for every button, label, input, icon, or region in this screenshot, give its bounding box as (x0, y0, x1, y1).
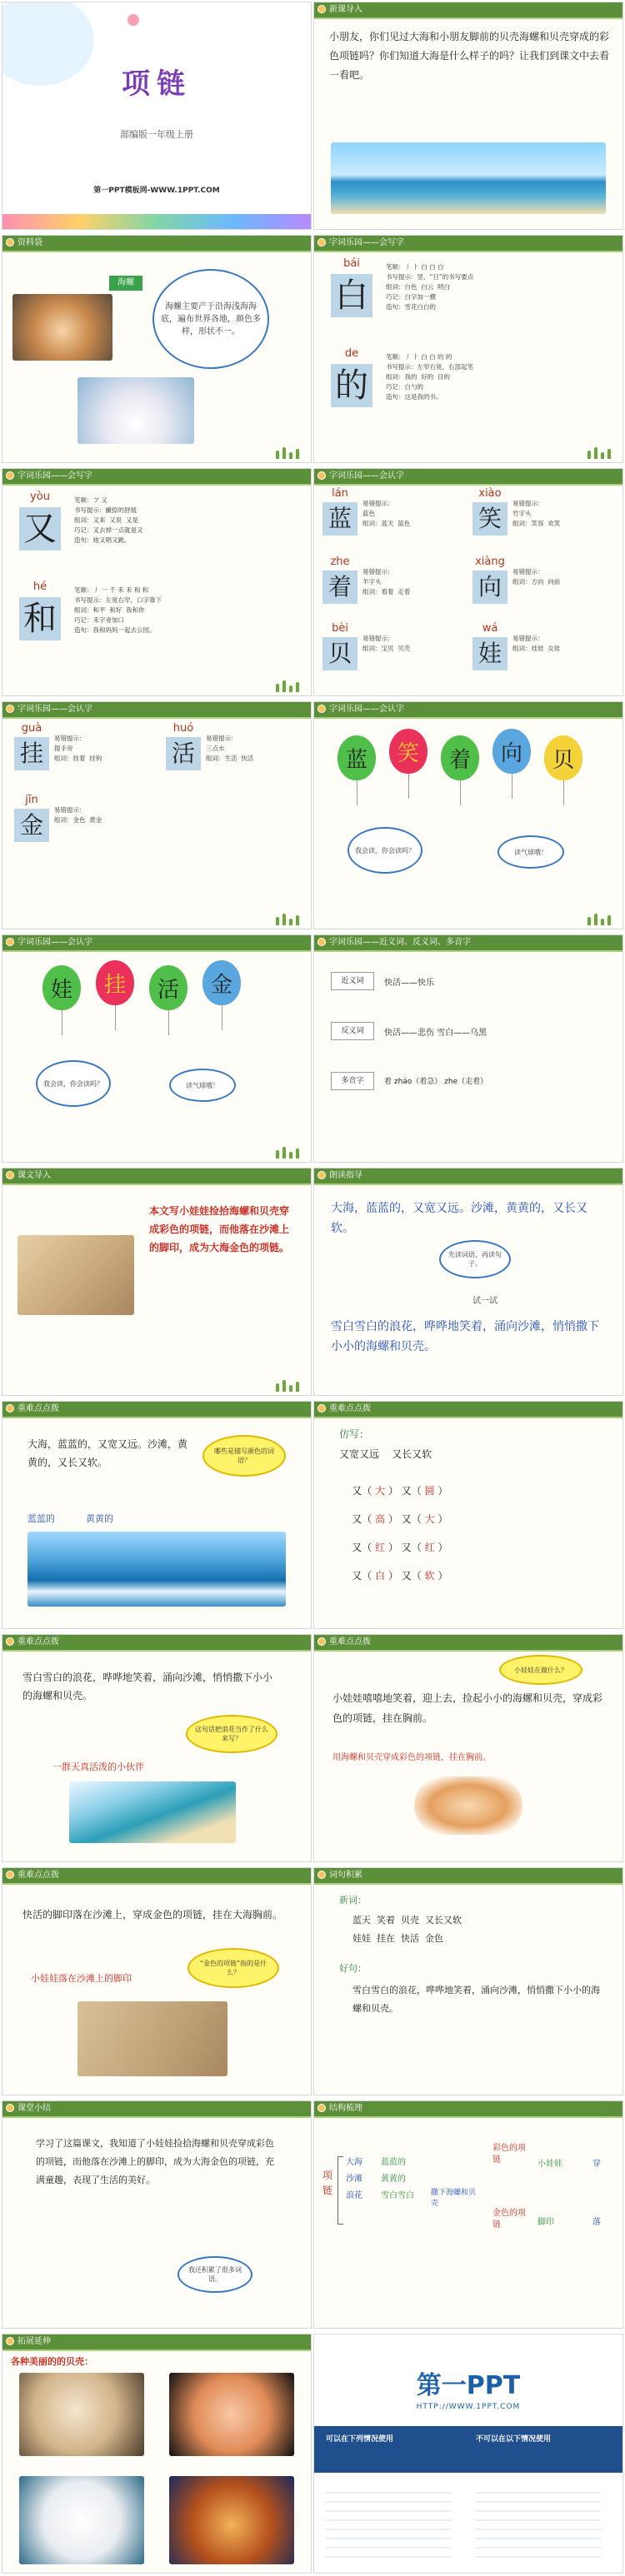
imitate-examples: 又宽又远 又长又软 (339, 1448, 432, 1460)
note-bei: 易错提示： 组词：宝贝 贝壳 (362, 635, 411, 652)
shell-photo-2 (169, 2373, 294, 2456)
grass-decor (272, 914, 306, 925)
imitate-row: 又（ 高 ） 又（ 大 ） (352, 1513, 448, 1525)
note-wa: 易错提示： 组词：娃娃 女娃 (512, 635, 561, 652)
flower-icon (318, 2104, 326, 2112)
extend-head: 各种美丽的的贝壳： (11, 2356, 93, 2367)
imitate-row: 又（ 大 ） 又（ 圆 ） (352, 1485, 448, 1497)
slide-balloons-2 (2, 934, 312, 1163)
slide-header (2, 702, 311, 719)
slide-header (2, 469, 311, 486)
note-jin: 易错提示： 组词：金色 黄金 (54, 806, 102, 824)
note-you: 笔顺：フ 又 书写提示：撇捺的舒展 组词：又来 又说 又是 巧记：叉去掉一点就是又 造句：她又唱又跳。 (74, 496, 143, 544)
structure-col3: 撒下海螺和贝壳 (431, 2189, 477, 2208)
pinyin-bai: bái (343, 257, 360, 270)
flower-icon (318, 1637, 326, 1646)
key2-answer: 一群天真活泼的小伙伴 (52, 1761, 144, 1772)
grass-decor (272, 1380, 306, 1392)
slide-tag: 重难点点拨 (329, 1637, 371, 1647)
key2-text: 雪白雪白的浪花，哗哗地笑着，涌向沙滩，悄悄撒下小小的海螺和贝壳。 (22, 1672, 273, 1702)
cover-decor-petal (128, 14, 139, 26)
key1-bubble: 哪些是描写颜色的词语？ (202, 1435, 286, 1477)
word-value: 快活——快乐 (384, 979, 434, 988)
info-label: 海螺 (109, 276, 142, 291)
slide-tag: 拓展延伸 (18, 2337, 51, 2346)
flower-icon (318, 705, 326, 713)
slide-header (2, 935, 311, 952)
flower-icon (6, 938, 14, 946)
try-label: 试一试 (472, 1297, 498, 1306)
slide-tag: 重难点点拨 (18, 1404, 59, 1413)
structure-bracket (338, 2156, 343, 2225)
flower-icon (318, 471, 326, 480)
note-gua: 易错提示： 提手旁 组词：挂着 挂钩 (54, 735, 102, 762)
key3-text: 小娃娃嘻嘻地笑着，迎上去，捡起小小的海螺和贝壳，穿成彩色的项链，挂在胸前。 (332, 1692, 603, 1724)
slide-header (2, 1635, 311, 1652)
slide-tag: 重难点点拨 (18, 1871, 59, 1880)
structure-col6b: 落 (592, 2218, 601, 2227)
slide-header (2, 1168, 311, 1185)
slide-tag: 字词乐园——会写字 (18, 471, 92, 481)
shell-photo (78, 377, 194, 444)
accumulate-sentence: 雪白雪白的浪花，哗哗地笑着，涌向沙滩，悄悄撒下小小的海螺和贝壳。 (352, 1985, 600, 2014)
word-value: 快活——悲伤 雪白——乌黑 (384, 1029, 488, 1038)
char-wa: 娃 (472, 637, 508, 670)
flower-icon (318, 5, 326, 13)
key1-answer-2: 黄黄的 (86, 1513, 113, 1524)
char-jin: 金 (14, 809, 49, 842)
word-label: 多音字 (331, 1072, 374, 1090)
slide-reading (313, 1168, 623, 1396)
slide-header (314, 1635, 622, 1652)
pinyin-xiang: xiàng (475, 556, 505, 568)
slide-write-2 (2, 468, 312, 696)
slide-header (314, 1168, 622, 1185)
slide-header (314, 236, 622, 252)
slide-key-2 (2, 1634, 312, 1862)
slide-tag: 课文导入 (18, 1171, 51, 1180)
pinyin-xiao: xiào (478, 487, 502, 500)
flower-icon (6, 1404, 14, 1413)
brand-url: HTTP://WWW.1PPT.COM (416, 2403, 521, 2411)
char-he: 和 (19, 597, 61, 640)
structure-col4b: 金色的项链 (492, 2209, 526, 2230)
structure-col5b: 脚印 (538, 2218, 554, 2227)
slide-key-4 (2, 1867, 312, 2095)
structure-root: 项链 (322, 2170, 333, 2196)
pinyin-you: yòu (30, 491, 50, 503)
slide-tag: 朗读指导 (329, 1171, 362, 1180)
grass-decor (272, 447, 306, 459)
slide-structure (313, 2100, 623, 2329)
slide-tag: 课堂小结 (18, 2104, 51, 2113)
key1-answer-1: 蓝蓝的 (28, 1513, 55, 1524)
conch-photo (12, 294, 112, 361)
slide-tag: 重难点点拨 (18, 1637, 59, 1647)
lesson-text: 本文写小娃娃捡拾海螺和贝壳穿成彩色的项链，而他落在沙滩上的脚印，成为大海金色的项链。 (149, 1205, 290, 1253)
slide-header (314, 1868, 622, 1885)
accumulate-head-1: 新词： (339, 1895, 367, 1906)
char-xiang: 向 (472, 571, 508, 604)
key2-bubble: 这句话把浪花当作了什么来写？ (186, 1715, 278, 1753)
slide-brand (313, 2334, 623, 2574)
note-huo: 易错提示： 三点水 组词：生活 快活 (206, 735, 254, 762)
slide-tag: 新课导入 (329, 5, 362, 14)
slide-extend (2, 2334, 312, 2574)
key1-text: 大海，蓝蓝的，又宽又远。沙滩，黄黄的，又长又软。 (28, 1438, 188, 1468)
key3-answer: 用海螺和贝壳穿成彩色的项链，挂在胸前。 (332, 1753, 491, 1762)
flower-icon (318, 1871, 326, 1879)
reading-line-1: 大海，蓝蓝的，又宽又远。沙滩，黄黄的，又长又软。 (331, 1202, 588, 1235)
slide-header (314, 1402, 622, 1418)
flower-icon (6, 1637, 14, 1646)
flower-icon (6, 2104, 14, 2112)
imitate-row: 又（ 白 ） 又（ 软 ） (352, 1570, 448, 1582)
structure-col5a: 小娃娃 (538, 2160, 562, 2169)
pinyin-gua: guà (21, 722, 42, 735)
note-de: 笔顺：丿 ⺊ 白 白 的 的 书写提示：左窄右宽，右部起笔 组词：我的 好的 目的 巧记：白勺的 造句：这是我的书。 (386, 353, 473, 401)
pinyin-wa: wá (482, 622, 498, 635)
brand-right-head: 不可以在以下情况使用 (476, 2435, 552, 2444)
slide-balloons-1 (313, 701, 623, 929)
structure-col2: 蓝蓝的 黄黄的 雪白雪白 (381, 2158, 414, 2200)
slide-tag: 词句积累 (329, 1871, 362, 1880)
pinyin-zhe: zhe (330, 556, 350, 568)
key4-text: 快活的脚印落在沙滩上，穿成金色的项链，挂在大海胸前。 (22, 1909, 283, 1921)
slide-tag: 字词乐园——近义词、反义词、多音字 (329, 938, 471, 947)
slide-key-1 (2, 1401, 312, 1629)
flower-icon (6, 1871, 14, 1879)
slide-tag: 字词乐园——会认字 (18, 705, 92, 714)
char-de: 的 (331, 364, 372, 407)
balloon-bei[interactable]: 贝 (544, 735, 582, 780)
shell-photo-4 (169, 2476, 294, 2564)
sand-shell-photo (18, 1235, 134, 1315)
word-row-synonym (331, 969, 606, 992)
pinyin-he: hé (32, 580, 48, 593)
key3-bubble: 小娃娃在做什么？ (499, 1655, 582, 1685)
reading-line-2: 雪白雪白的浪花，哗哗地笑着，涌向沙滩，悄悄撒下小小的海螺和贝壳。 (331, 1320, 599, 1353)
pinyin-de: de (344, 347, 359, 360)
accumulate-head-2: 好句： (339, 1963, 367, 1974)
word-label: 近义词 (331, 972, 374, 990)
accumulate-words-1: 蓝天 笑着 贝壳 又长又软 (352, 1915, 462, 1926)
pinyin-lan: lán (332, 487, 348, 500)
char-bai: 白 (331, 274, 372, 317)
char-bei: 贝 (322, 637, 358, 670)
reading-bubble: 先读词语，再读句子。 (439, 1240, 511, 1278)
slide-tag: 资料袋 (18, 238, 42, 247)
word-value: 着 zháo（着急） zhe（走着） (384, 1078, 488, 1086)
pinyin-bei: bèi (332, 622, 348, 635)
word-row-antonym (331, 1019, 606, 1042)
slide-accumulate (313, 1867, 623, 2095)
cover-watermark: 第一PPT模板网-WWW.1PPT.COM (93, 187, 220, 195)
balloon-xiang[interactable]: 向 (492, 729, 531, 774)
brand-left-head: 可以在下列情况使用 (326, 2435, 394, 2444)
brand-links-left (326, 2484, 451, 2564)
slide-header (2, 236, 311, 252)
read-bubble-1: 我会读，你会读吗？ (36, 1060, 111, 1107)
note-lan: 易错提示： 蓝色 组词：蓝天 蓝色 (362, 500, 411, 527)
char-zhe: 着 (322, 571, 358, 604)
note-zhe: 易错提示： 羊字头 组词：看着 走着 (362, 568, 411, 595)
slide-cover (2, 2, 312, 230)
summary-text: 学习了这篇课文，我知道了小娃娃捡拾海螺和贝壳穿成彩色的项链，而他落在沙滩上的脚印，成为大海金色的项链，充满童趣，表现了生活的美好。 (36, 2138, 274, 2185)
balloon-wa[interactable]: 娃 (42, 965, 81, 1010)
sea-wave-photo (28, 1532, 286, 1607)
char-xiao: 笑 (472, 502, 508, 536)
flower-icon (6, 1171, 14, 1179)
read-bubble-2: 读气球哦！ (498, 835, 564, 869)
read-bubble-2: 读气球哦！ (169, 1069, 236, 1102)
flower-icon (318, 938, 326, 946)
key4-answer: 小娃娃落在沙滩上的脚印 (31, 1973, 132, 1984)
slide-info (2, 235, 312, 463)
summary-bubble: 我还积累了很多词语。 (178, 2256, 252, 2293)
slide-words (313, 934, 623, 1163)
structure-col4a: 彩色的项链 (492, 2144, 526, 2165)
grass-decor (584, 447, 618, 459)
shell-photo-1 (19, 2373, 144, 2456)
slide-tag: 字词乐园——会写字 (329, 238, 404, 247)
flower-icon (6, 238, 14, 247)
shell-photo-3 (19, 2476, 144, 2564)
slide-write-1 (313, 235, 623, 463)
char-gua: 挂 (14, 737, 49, 770)
slide-header (2, 2334, 311, 2351)
char-huo: 活 (166, 737, 201, 770)
balloon-gua[interactable]: 挂 (96, 960, 134, 1005)
balloon-jin[interactable]: 金 (202, 960, 241, 1005)
slide-header (314, 2101, 622, 2118)
slide-tag: 字词乐园——会认字 (329, 471, 404, 481)
char-you: 又 (19, 507, 61, 551)
slide-tag: 字词乐园——会认字 (18, 938, 92, 947)
footprints-photo (78, 2001, 228, 2076)
slide-header (2, 1402, 311, 1418)
key4-bubble: “金色的项链”指的是什么？ (188, 1948, 279, 1988)
note-he: 笔顺：丿 一 千 禾 禾 和 和 书写提示：左宽右窄，口字靠下 组词：和平 和好 我和你 巧记：禾字旁加口 造句：我和妈妈一起去公园。 (74, 586, 162, 634)
imitate-row: 又（ 红 ） 又（ 红 ） (352, 1542, 448, 1553)
balloon-xiao[interactable]: 笑 (389, 729, 428, 774)
slide-header (314, 469, 622, 486)
read-bubble-1: 我会读，你会读吗？ (348, 827, 422, 874)
flower-icon (318, 1404, 326, 1413)
slide-tag: 重难点点拨 (329, 1404, 371, 1413)
char-lan: 蓝 (322, 502, 358, 536)
note-bai: 笔顺：丿 ⺊ 白 白 白 书写提示：竖、“日”的书写要点 组词：白色 白云 明白 巧记：白字加一横 造句：雪花白白的 (386, 263, 474, 311)
structure-col6a: 穿 (592, 2160, 601, 2169)
slide-key-3 (313, 1634, 623, 1862)
structure-col1: 大海 沙滩 浪花 (346, 2158, 362, 2200)
flower-icon (318, 238, 326, 247)
slide-header (2, 2101, 311, 2118)
waves-beach-photo (69, 1781, 236, 1843)
brand-logo: 第一PPT (416, 2371, 521, 2400)
slide-header (314, 702, 622, 719)
slide-tag: 结构梳理 (329, 2104, 362, 2113)
flower-icon (6, 2337, 14, 2345)
note-xiao: 易错提示： 竹字头 组词：笑容 欢笑 (512, 500, 561, 527)
slide-header (314, 2, 622, 19)
slide-header (2, 1868, 311, 1885)
info-bubble: 海螺主要产于沿海浅海海底，遍布世界各地，颜色多样，形状不一。 (152, 269, 269, 369)
flower-icon (318, 1171, 326, 1179)
slide-lesson (2, 1168, 312, 1396)
intro-text: 小朋友，你们见过大海和小朋友脚前的贝壳海螺和贝壳穿成的彩色项链吗？你们知道大海是什么样子的吗？让我们到课文中去看一看吧。 (329, 31, 610, 81)
pinyin-jin: jīn (25, 794, 38, 806)
cover-rainbow-bar (2, 214, 311, 229)
cover-title: 项链 (122, 67, 192, 101)
grass-decor (272, 1147, 306, 1158)
slide-intro (313, 2, 623, 230)
word-row-polyphone (331, 1069, 606, 1092)
cover-subtitle: 部编版一年级上册 (120, 129, 193, 140)
pinyin-huo: huó (172, 722, 194, 735)
imitate-head: 仿写： (339, 1428, 370, 1440)
flower-icon (6, 471, 14, 480)
slide-summary (2, 2100, 312, 2329)
note-xiang: 易错提示： 组词：方向 向前 (512, 568, 561, 585)
balloon-huo[interactable]: 活 (149, 965, 188, 1010)
accumulate-words-2: 娃娃 挂在 快活 金色 (352, 1933, 443, 1944)
slide-read-1 (313, 468, 623, 696)
grass-decor (272, 680, 306, 692)
slide-read-2 (2, 701, 312, 929)
beach-photo (331, 142, 606, 214)
slide-header (314, 935, 622, 952)
flower-icon (6, 705, 14, 713)
slide-imitate (313, 1401, 623, 1629)
balloon-lan[interactable]: 蓝 (338, 735, 376, 780)
brand-links-right (476, 2484, 601, 2564)
word-label: 反义词 (331, 1022, 374, 1040)
grass-decor (584, 914, 618, 925)
slide-tag: 字词乐园——会认字 (329, 705, 404, 714)
necklace-photo (414, 1776, 522, 1835)
balloon-zhe[interactable]: 着 (441, 735, 479, 780)
